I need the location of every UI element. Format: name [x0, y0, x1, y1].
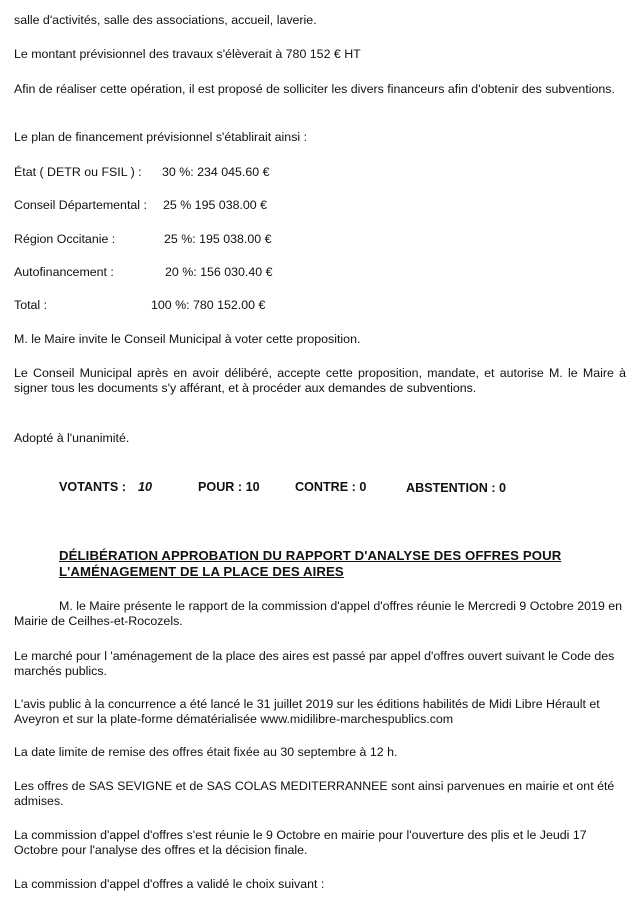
intro-line: salle d'activités, salle des associations, accueil, laverie. [14, 13, 317, 27]
abstention-count: ABSTENTION : 0 [406, 481, 507, 495]
financing-label: Total : [14, 298, 48, 312]
maire-invite-paragraph: M. le Maire invite le Conseil Municipal à voter cette proposition. [14, 332, 361, 346]
section-title-line2: L'AMÉNAGEMENT DE LA PLACE DES AIRES [59, 564, 344, 579]
section2-paragraph: Le marché pour l 'aménagement de la place des aires est passé par appel d'offres ouvert suivant le Code des marchés publics. [14, 649, 615, 678]
votants-label: VOTANTS : [59, 480, 126, 494]
financing-label: Conseil Départemental : [14, 198, 147, 212]
section2-paragraph: M. le Maire présente le rapport de la commission d'appel d'offres réunie le Mercredi 9 Octobre 2019 en Mairie de Ceilhes-et-Rocozels. [14, 599, 623, 628]
financing-label: Région Occitanie : [14, 232, 116, 246]
financing-value: 30 %: 234 045.60 € [162, 165, 270, 179]
pour-count: POUR : 10 [198, 480, 260, 494]
financing-value: 25 %: 195 038.00 € [164, 232, 272, 246]
votants-value: 10 [138, 480, 153, 494]
financing-label: État ( DETR ou FSIL ) : [14, 165, 142, 179]
section2-paragraph: La date limite de remise des offres était fixée au 30 septembre à 12 h. [14, 745, 398, 759]
section2-paragraph: La commission d'appel d'offres a validé le choix suivant : [14, 877, 325, 891]
section2-paragraph: La commission d'appel d'offres s'est réunie le 9 Octobre en mairie pour l'ouverture des plis et le Jeudi 17 Octobre pour l'analyse des offres et la décision finale. [14, 828, 587, 857]
afin-paragraph: Afin de réaliser cette opération, il est proposé de solliciter les divers financeurs afin d'obtenir des subventions. [14, 82, 615, 96]
section2-paragraph: L'avis public à la concurrence a été lancé le 31 juillet 2019 sur les éditions habilités de Midi Libre Hérault et Aveyron et sur la plate-forme dématérialisée www.midilibre-marchespublics.com [14, 697, 600, 726]
financing-label: Autofinancement : [14, 265, 114, 279]
montant-paragraph: Le montant prévisionnel des travaux s'élèverait à 780 152 € HT [14, 47, 361, 61]
section-title-line1: DÉLIBÉRATION APPROBATION DU RAPPORT D'ANALYSE DES OFFRES POUR [59, 548, 562, 563]
contre-count: CONTRE : 0 [295, 480, 367, 494]
conseil-paragraph: Le Conseil Municipal après en avoir délibéré, accepte cette proposition, mandate, et autorise M. le Maire à signer tous les documents s'y afférant, et à procéder aux demandes de subventions. [14, 366, 626, 395]
plan-paragraph: Le plan de financement prévisionnel s'établirait ainsi : [14, 130, 308, 144]
adopte-text: Adopté à l'unanimité. [14, 431, 130, 445]
financing-value: 25 % 195 038.00 € [163, 198, 268, 212]
financing-value: 20 %: 156 030.40 € [165, 265, 273, 279]
financing-value: 100 %: 780 152.00 € [151, 298, 266, 312]
section2-paragraph: Les offres de SAS SEVIGNE et de SAS COLAS MEDITERRANNEE sont ainsi parvenues en mairie et ont été admises. [14, 779, 615, 808]
